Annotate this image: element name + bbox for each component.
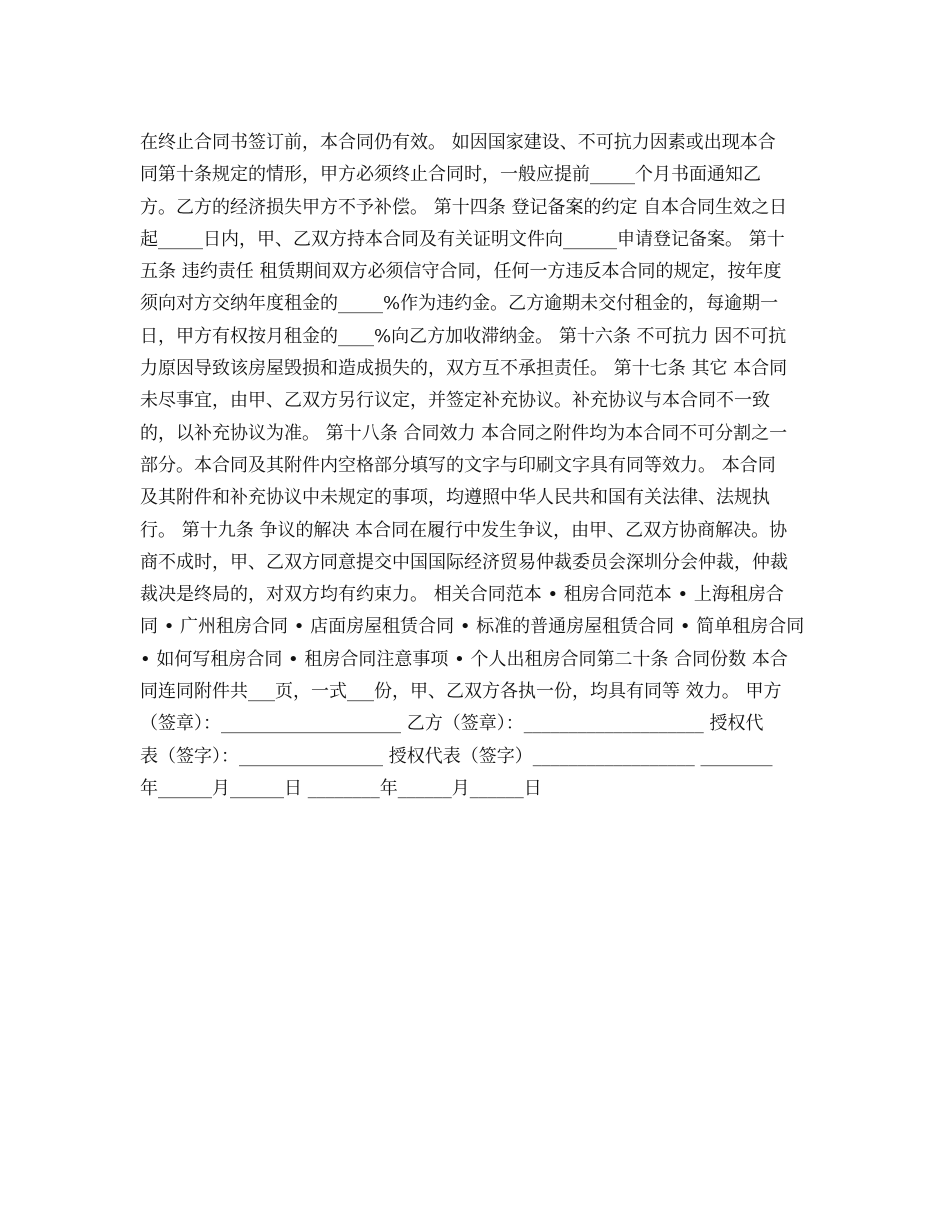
signature-line: 表（签字）：________________ 授权代表（签字）__________________ ________ (140, 745, 773, 767)
text-line: 同第十条规定的情形，甲方必须终止合同时，一般应提前_____个月书面通知乙 (140, 164, 761, 186)
date-line: 年______月______日 ________年______月______日 (140, 777, 542, 799)
text-line: 及其附件和补充协议中未规定的事项，均遵照中华人民共和国有关法律、法规执 (140, 487, 770, 509)
text-line: 日，甲方有权按月租金的____%向乙方加收滞纳金。 第十六条 不可抗力 因不可抗 (140, 325, 787, 347)
text-line: 未尽事宜，由甲、乙双方另行议定，并签定补充协议。补充协议与本合同不一致 (140, 390, 770, 412)
signature-line: （签章）：____________________ 乙方（签章）：____________________ 授权代 (140, 713, 764, 735)
text-line: 裁决是终局的，对双方均有约束力。 相关合同范本 • 租房合同范本 • 上海租房合 (140, 584, 784, 606)
text-line: 同 • 广州租房合同 • 店面房屋租赁合同 • 标准的普通房屋租赁合同 • 简单租房合同 (140, 616, 805, 638)
text-line: 商不成时，甲、乙双方同意提交中国国际经济贸易仲裁委员会深圳分会仲裁，仲裁 (140, 551, 788, 573)
text-line: • 如何写租房合同 • 租房合同注意事项 • 个人出租房合同第二十条 合同份数 本合 (140, 648, 788, 670)
text-line: 起_____日内，甲、乙双方持本合同及有关证明文件向______申请登记备案。 第十 (140, 228, 785, 250)
text-line: 同连同附件共___页，一式___份，甲、乙双方各执一份，均具有同等 效力。 甲方 (140, 681, 782, 703)
text-line: 行。 第十九条 争议的解决 本合同在履行中发生争议，由甲、乙双方协商解决。协 (140, 519, 788, 541)
text-line: 在终止合同书签订前，本合同仍有效。 如因国家建设、不可抗力因素或出现本合 (140, 132, 776, 153)
contract-text (140, 127, 815, 805)
text-line: 力原因导致该房屋毁损和造成损失的，双方互不承担责任。 第十七条 其它 本合同 (140, 358, 788, 380)
text-line: 五条 违约责任 租赁期间双方必须信守合同，任何一方违反本合同的规定，按年度 (140, 261, 782, 283)
text-line: 须向对方交纳年度租金的_____%作为违约金。乙方逾期未交付租金的，每逾期一 (140, 293, 779, 315)
text-line: 部分。本合同及其附件内空格部分填写的文字与印刷文字具有同等效力。 本合同 (140, 454, 776, 476)
text-line: 方。乙方的经济损失甲方不予补偿。 第十四条 登记备案的约定 自本合同生效之日 (140, 196, 788, 218)
text-line: 的，以补充协议为准。 第十八条 合同效力 本合同之附件均为本合同不可分割之一 (140, 422, 788, 444)
